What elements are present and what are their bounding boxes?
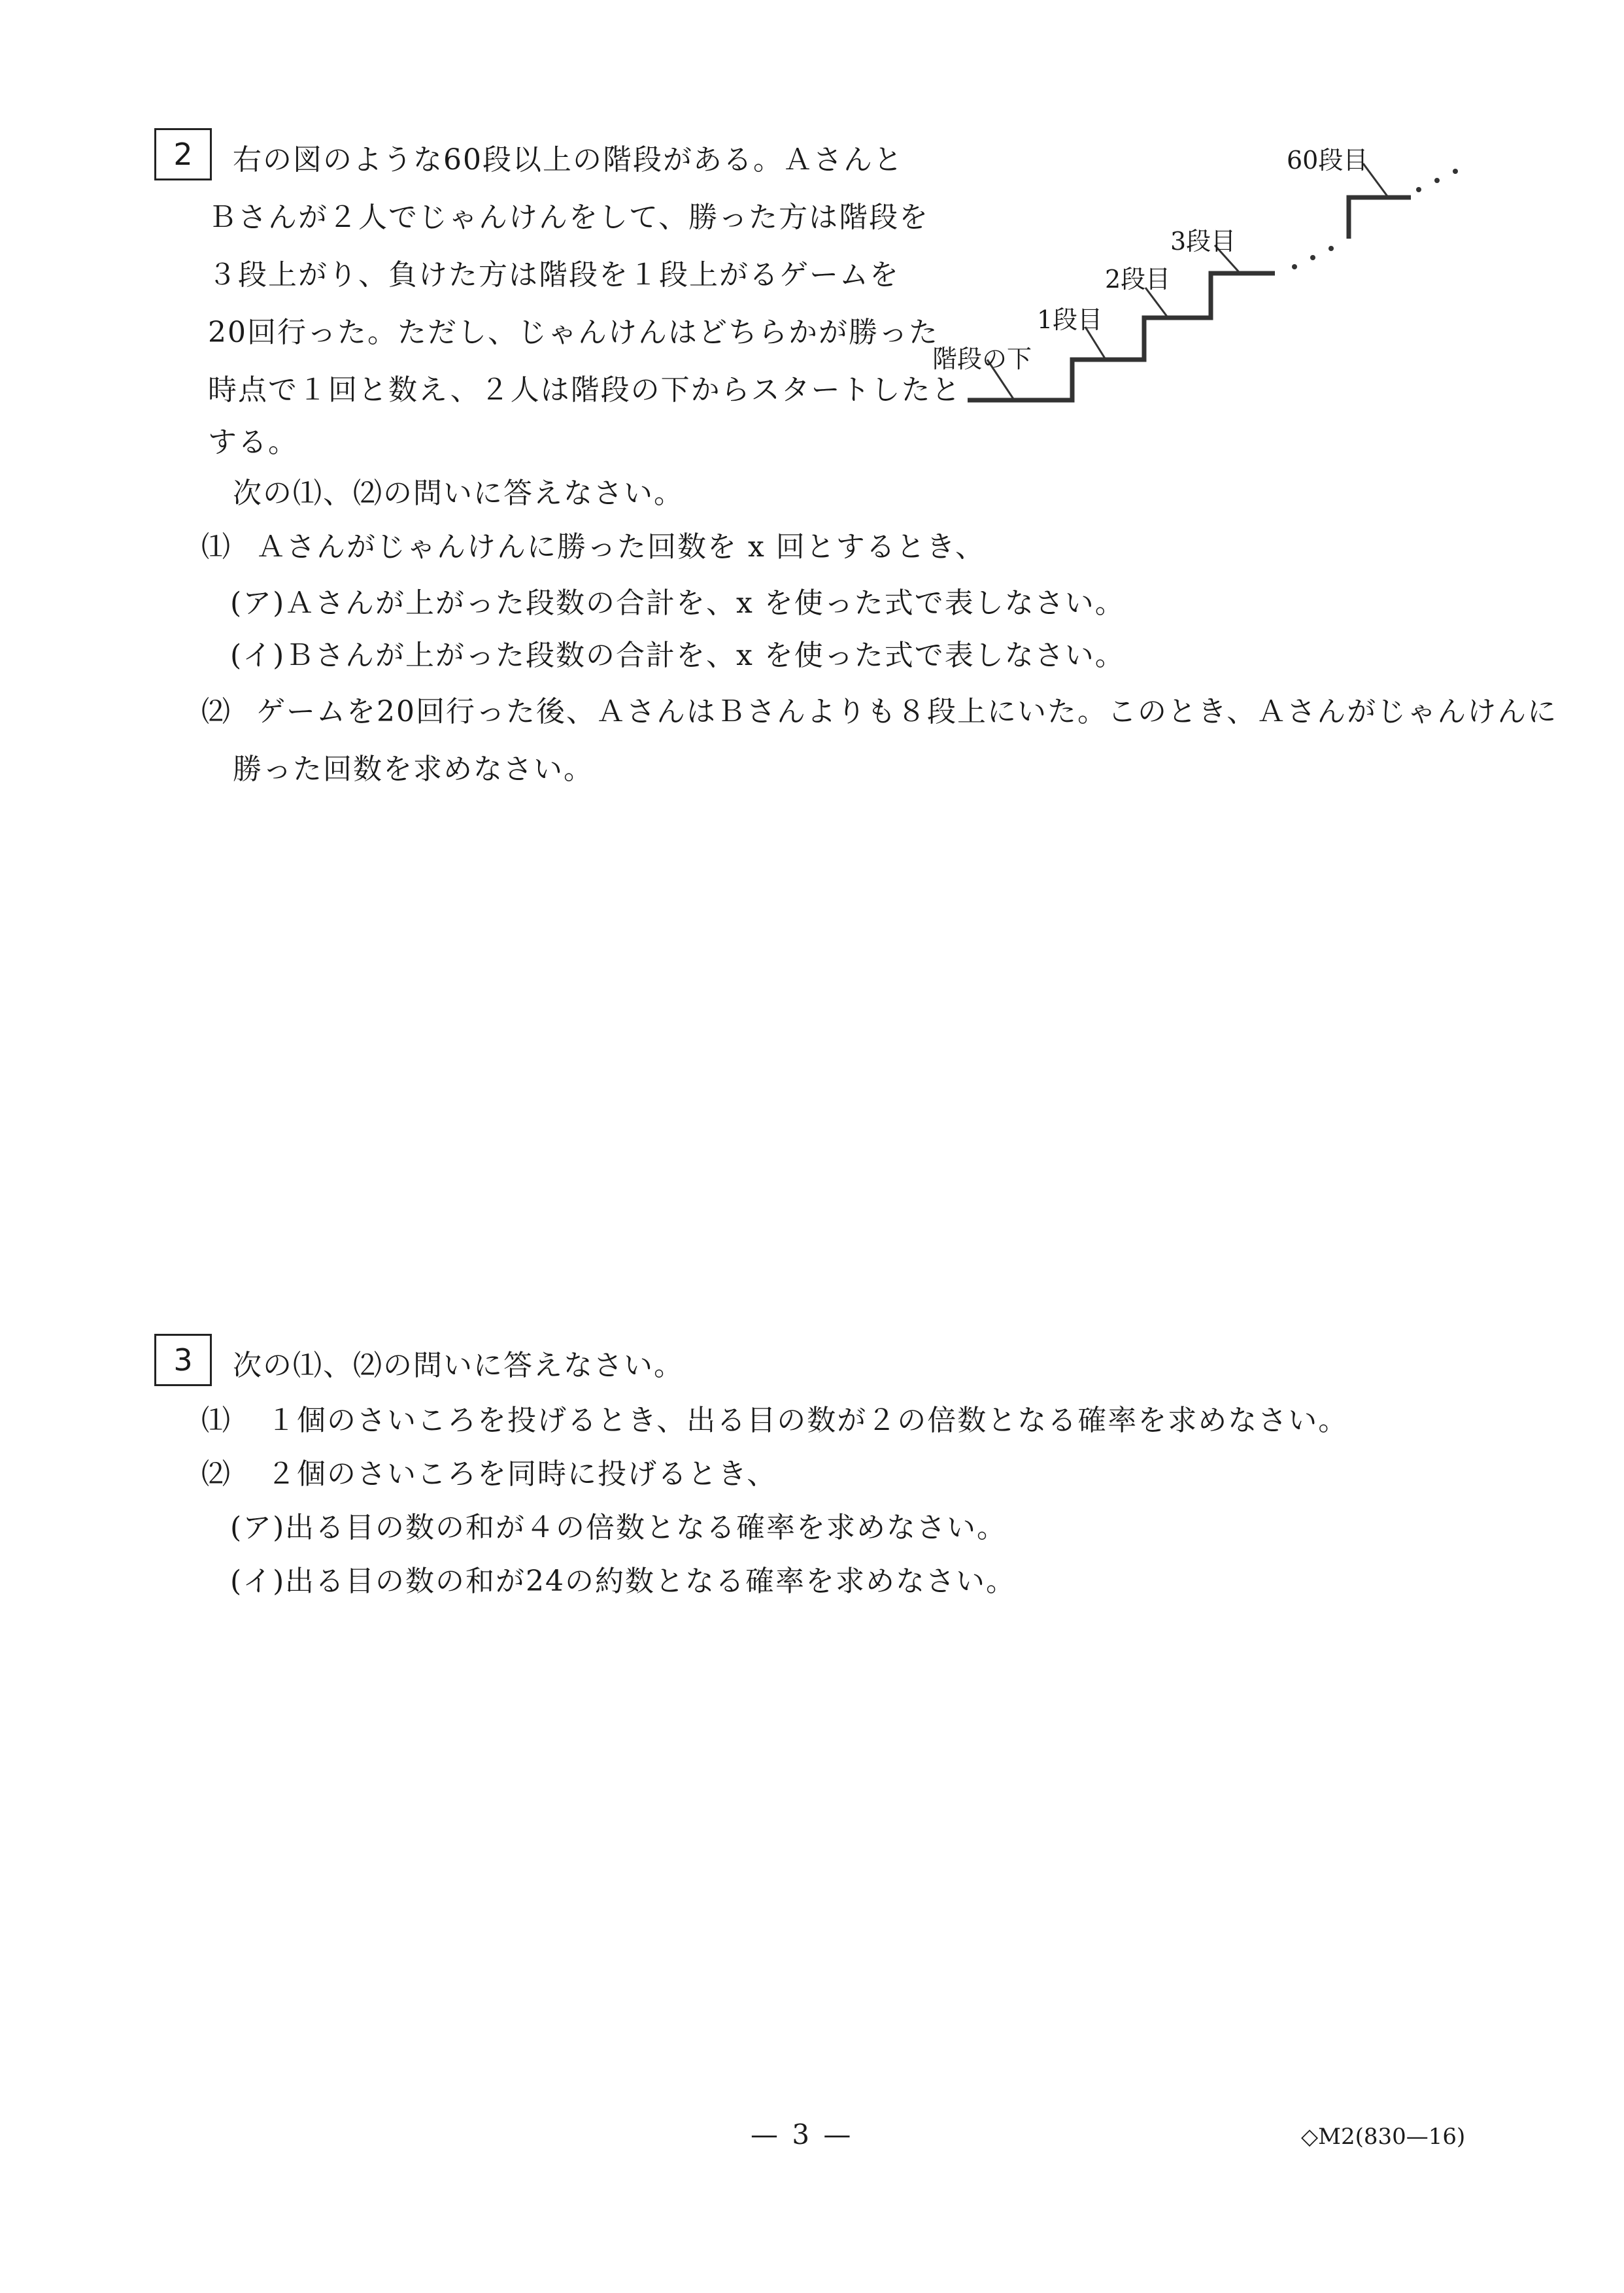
stair-top-step bbox=[1349, 197, 1411, 239]
dot-mid-2 bbox=[1310, 255, 1315, 260]
q2-p1a-text: Ａさんが上がった段数の合計を、x を使った式で表しなさい。 bbox=[285, 586, 1125, 620]
document-code: ◇M2(830—16) bbox=[1301, 2124, 1466, 2150]
q2-intro-line-5: 時点で１回と数え、２人は階段の下からスタートしたと bbox=[208, 373, 962, 407]
q2-p2-number: ⑵ bbox=[201, 695, 231, 728]
q2-instruction: 次の⑴、⑵の問いに答えなさい。 bbox=[233, 477, 684, 510]
q2-p1-number: ⑴ bbox=[201, 530, 231, 564]
q2-p1b-number: (イ) bbox=[230, 639, 286, 672]
dot-top-3 bbox=[1453, 169, 1458, 174]
q2-p1-text: Ａさんがじゃんけんに勝った回数を x 回とするとき、 bbox=[256, 530, 986, 564]
q3-p1-number: ⑴ bbox=[201, 1404, 231, 1437]
label-step-60: 60段目 bbox=[1287, 146, 1368, 175]
q2-intro-line-1: 右の図のような60段以上の階段がある。Ａさんと bbox=[233, 143, 904, 177]
q2-p2-line-2: 勝った回数を求めなさい。 bbox=[233, 753, 594, 786]
label-step-2: 2段目 bbox=[1105, 265, 1171, 294]
q2-intro-line-3: ３段上がり、負けた方は階段を１段上がるゲームを bbox=[208, 258, 900, 292]
q2-p2-line-1: ゲームを20回行った後、ＡさんはＢさんよりも８段上にいた。このとき、Ａさんがじゃんけんに bbox=[256, 695, 1558, 728]
q3-p2-text: ２個のさいころを同時に投げるとき、 bbox=[267, 1457, 777, 1491]
label-stair-bottom: 階段の下 bbox=[932, 345, 1032, 373]
page-number: — 3 — bbox=[751, 2118, 854, 2150]
q2-p1b-text: Ｂさんが上がった段数の合計を、x を使った式で表しなさい。 bbox=[285, 639, 1125, 672]
q3-p2b-text: 出る目の数の和が24の約数となる確率を求めなさい。 bbox=[285, 1565, 1016, 1598]
dot-top-1 bbox=[1416, 187, 1421, 192]
q2-intro-line-2: Ｂさんが２人でじゃんけんをして、勝った方は階段を bbox=[208, 201, 930, 234]
q2-intro-line-6: する。 bbox=[208, 426, 298, 459]
label-step-1: 1段目 bbox=[1037, 305, 1103, 334]
q3-p2-number: ⑵ bbox=[201, 1457, 231, 1491]
q3-p2a-text: 出る目の数の和が４の倍数となる確率を求めなさい。 bbox=[285, 1511, 1007, 1544]
question-2-number: 2 bbox=[154, 128, 212, 180]
staircase-figure bbox=[902, 124, 1491, 425]
q3-p2a-number: (ア) bbox=[230, 1511, 286, 1544]
label-step-3: 3段目 bbox=[1170, 227, 1236, 256]
dot-mid-3 bbox=[1328, 246, 1334, 251]
dot-mid-1 bbox=[1292, 264, 1297, 269]
dot-top-2 bbox=[1434, 178, 1440, 183]
q3-p1-text: １個のさいころを投げるとき、出る目の数が２の倍数となる確率を求めなさい。 bbox=[267, 1404, 1349, 1437]
q2-p1a-number: (ア) bbox=[230, 586, 286, 620]
q2-intro-line-4: 20回行った。ただし、じゃんけんはどちらかが勝った bbox=[208, 316, 939, 349]
q3-instruction: 次の⑴、⑵の問いに答えなさい。 bbox=[233, 1349, 684, 1382]
q3-p2b-number: (イ) bbox=[230, 1565, 286, 1598]
question-3-number: 3 bbox=[154, 1334, 212, 1386]
